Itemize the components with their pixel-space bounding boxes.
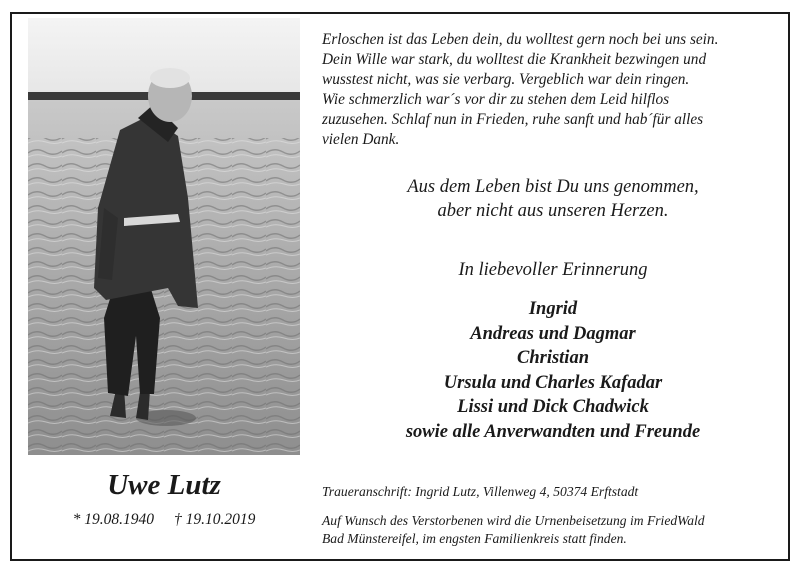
mourning-address: Traueranschrift: Ingrid Lutz, Villenweg 4, 50374 Erftstadt [322,484,639,499]
mourner-entry: sowie alle Anverwandten und Freunde [405,421,701,442]
quote-line: Aus dem Leben bist Du uns genommen, [407,177,699,197]
poem-line: vielen Dank. [322,131,400,148]
poem-line: Erloschen ist das Leben dein, du wolltest gern noch bei uns sein. [322,31,719,48]
poem [322,30,784,150]
life-dates [28,511,300,529]
notice-line: Auf Wunsch des Verstorbenen wird die Urnenbeisetzung im FriedWald [322,513,705,528]
birth-date: * 19.08.1940 [72,511,154,528]
quote-line: aber nicht aus unseren Herzen. [437,201,669,221]
memorial-quote [322,175,784,223]
portrait-photo [28,18,300,455]
mourner-entry: Christian [517,348,589,368]
poem-line: Wie schmerzlich war´s vor dir zu stehen dem Leid hilflos [322,91,670,108]
deceased-name: Uwe Lutz [107,469,221,501]
mourner-entry: Ursula und Charles Kafadar [443,372,663,393]
remembrance-heading: In liebevoller Erinnerung [458,260,648,280]
burial-notice [322,512,784,548]
mourner-entry: Ingrid [528,299,578,319]
poem-line: wusstest nicht, was sie verbarg. Vergeblich war dein ringen. [322,71,690,88]
poem-line: zuzusehen. Schlaf nun in Frieden, ruhe sanft und hab´für alles [322,111,704,128]
poem-line: Dein Wille war stark, du wolltest die Krankheit bezwingen und [322,51,707,68]
mourner-entry: Lissi und Dick Chadwick [457,397,649,417]
notice-line: Bad Münstereifel, im engsten Familienkreis statt finden. [322,531,627,546]
death-date: † 19.10.2019 [174,511,256,528]
mourners-list [322,297,784,444]
mourner-entry: Andreas und Dagmar [470,323,636,344]
